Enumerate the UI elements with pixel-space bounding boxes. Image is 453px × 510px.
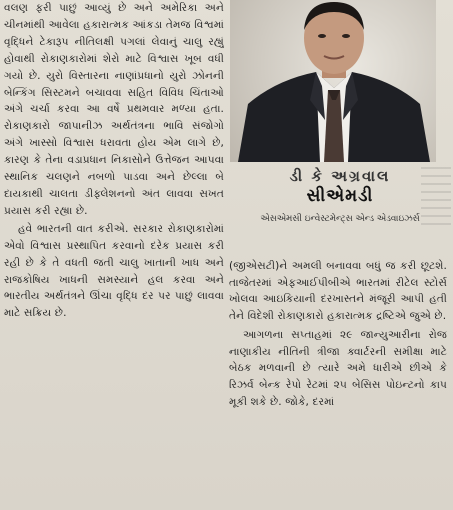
article-right-column [229,0,451,510]
author-photo [230,0,436,162]
author-name: ડી કે અગ્રવાલ [289,167,391,185]
author-company: એસએમસી ઇન્વેસ્ટમેન્ટ્સ એન્ડ એડવાઇઝર્સ [260,214,420,224]
author-role: સીએમડી [306,186,374,206]
article-paragraph: હવે ભારતની વાત કરીએ. સરકાર રોકાણકારોમાં એવો વિશ્વાસ પ્રસ્થાપિત કરવાનો દરેક પ્રયાસ કરી રહી છે કે તે વધતી જતી ચાલુ ખાતાની ખાધ અને રાજકોષિય ખાધની સમસ્યાને હલ કરવા અને ભારતીય અર્થતંત્રને ઊંચા વૃદ્ધિ દર પર પાછું લાવવા માટે સક્રિય છે. [4,222,224,320]
article-paragraph: આગળના સપ્તાહમાં ૨૯ જાન્યુઆરીના રોજ નાણાકીય નીતિની ત્રીજા ક્વાર્ટરની સમીક્ષા માટે બેઠક મળવાની છે ત્યારે અમે ધારીએ છીએ કે રિઝર્વ બેન્ક રેપો રેટમાં ૨૫ બેસિસ પોઇન્ટનો કાપ મૂકી શકે છે. જોકે, દરમાં [229,328,447,408]
article-right-text [229,258,447,410]
article-paragraph: (જીએસટી)ને અમલી બનાવવા બધું જ કરી છૂટશે. તાજેતરમાં એફઆઈપીબીએ ભારતમાં રીટેલ સ્ટોર્સ ખોલવા આઇકિયાની દરખાસ્તને મંજૂરી આપી હતી તેને વિદેશી રોકાણકારો હકારાત્મક દ્રષ્ટિએ જુએ છે. [229,260,447,323]
article-paragraph: વલણ ફરી પાછું આવ્યું છે અને અમેરિકા અને ચીનમાંથી આવેલા હકારાત્મક આંકડા તેમજ વિશ્વમાં વૃદ્ધિને ટેકારૂપ નીતિલક્ષી પગલાં લેવાનું ચાલુ રહ્યું હોવાથી રોકાણકારોમાં શેરો માટે વિશ્વાસ ખૂબ વધી ગયો છે. યુરો વિસ્તારના નાણાંપ્રધાનો યુરો ઝોનની બેન્કિંગ સિસ્ટમને બચાવવા સહિત વિવિધ ચિંતાઓ અંગે ચર્ચા કરવા આ વર્ષે પ્રથમવાર મળ્યા હતા. રોકાણકારો જાપાનીઝ અર્થતંત્રના ભાવિ સંજોગો અંગે ખાસ્સો વિશ્વાસ ધરાવતા હોય એમ લાગે છે, કારણ કે તેના વડાપ્રધાન નિકાસોને ઉત્તેજન આપવા સ્થાનિક ચલણને નબળો પાડવા અને છેલ્લા બે દાયકાથી ચાલતા ડીફ્લેશનનો અંત લાવવા સખત પ્રયાસ કરી રહ્યા છે. [4,2,224,217]
author-byline [229,166,451,226]
article-left-column [4,0,224,510]
portrait-image [230,0,436,162]
